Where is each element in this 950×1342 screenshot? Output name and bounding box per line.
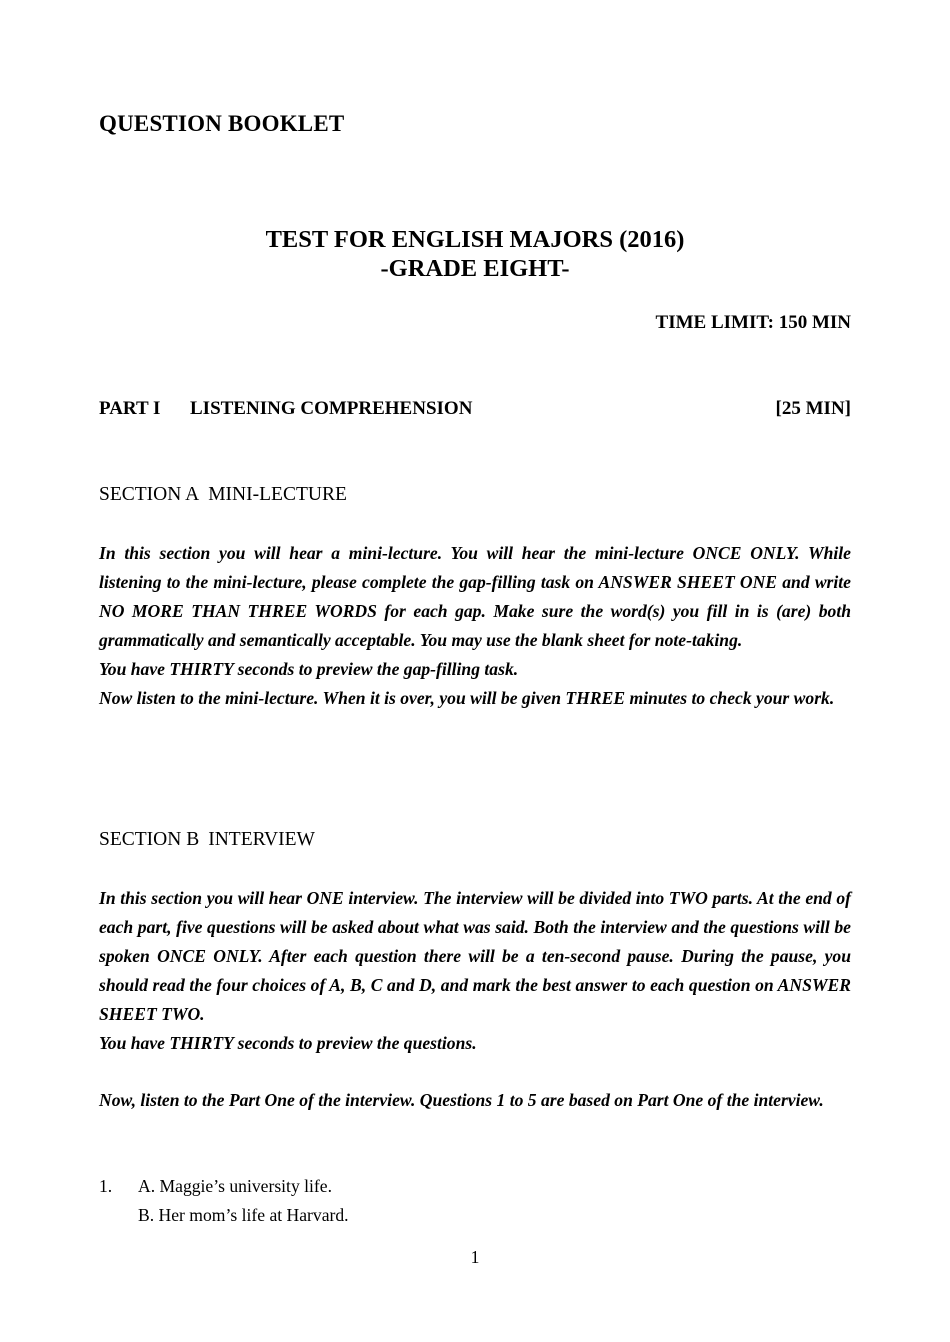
- part-one-intro: [99, 1086, 851, 1115]
- part-number: PART I: [99, 398, 161, 419]
- section-a-instruction-1: In this section you will hear a mini-lecture. You will hear the mini-lecture ONCE ONLY. While listening to the mini-lecture, please complete the gap-filling task on ANSWER SHEET ONE and write NO MORE THAN THREE WORDS for each gap. Make sure the word(s) you fill in is (are) both grammatically and semantically acceptable. You may use the blank sheet for note-taking.: [99, 543, 851, 650]
- option-b: B. Her mom’s life at Harvard.: [138, 1205, 349, 1225]
- question-options: [138, 1172, 851, 1230]
- section-b-label: SECTION B: [99, 829, 200, 850]
- section-b-name: INTERVIEW: [208, 829, 315, 850]
- part-heading: [99, 398, 851, 420]
- part-one-intro-text: Now, listen to the Part One of the interview. Questions 1 to 5 are based on Part One of the interview.: [99, 1090, 824, 1110]
- test-title: TEST FOR ENGLISH MAJORS (2016): [265, 226, 685, 253]
- time-limit: TIME LIMIT: 150 MIN: [655, 312, 851, 333]
- grade-label: -GRADE EIGHT-: [380, 255, 570, 282]
- section-a-instructions: [99, 539, 851, 713]
- section-a-instruction-3: Now listen to the mini-lecture. When it is over, you will be given THREE minutes to check your work.: [99, 688, 835, 708]
- question-item: [99, 1172, 851, 1230]
- section-a-heading: [99, 484, 347, 506]
- section-b-instructions: [99, 884, 851, 1058]
- option-a: A. Maggie’s university life.: [138, 1176, 332, 1196]
- section-b-heading: [99, 829, 315, 851]
- section-b-instruction-1: In this section you will hear ONE interview. The interview will be divided into TWO parts. At the end of each part, five questions will be asked about what was said. Both the interview and the questions will be spoken ONCE ONLY. After each question there will be a ten-second pause. During the pause, you should read the four choices of A, B, C and D, and mark the best answer to each question on ANSWER SHEET TWO.: [99, 888, 851, 1024]
- section-a-name: MINI-LECTURE: [208, 484, 347, 505]
- booklet-title: QUESTION BOOKLET: [99, 111, 345, 136]
- part-time: [25 MIN]: [775, 398, 851, 419]
- section-a-label: SECTION A: [99, 484, 200, 505]
- test-title-block: [99, 225, 851, 283]
- part-title: LISTENING COMPREHENSION: [190, 398, 473, 419]
- page-number: 1: [470, 1247, 480, 1267]
- question-number: 1.: [99, 1176, 113, 1196]
- section-a-instruction-2: You have THIRTY seconds to preview the gap-filling task.: [99, 659, 519, 679]
- section-b-instruction-2: You have THIRTY seconds to preview the questions.: [99, 1033, 477, 1053]
